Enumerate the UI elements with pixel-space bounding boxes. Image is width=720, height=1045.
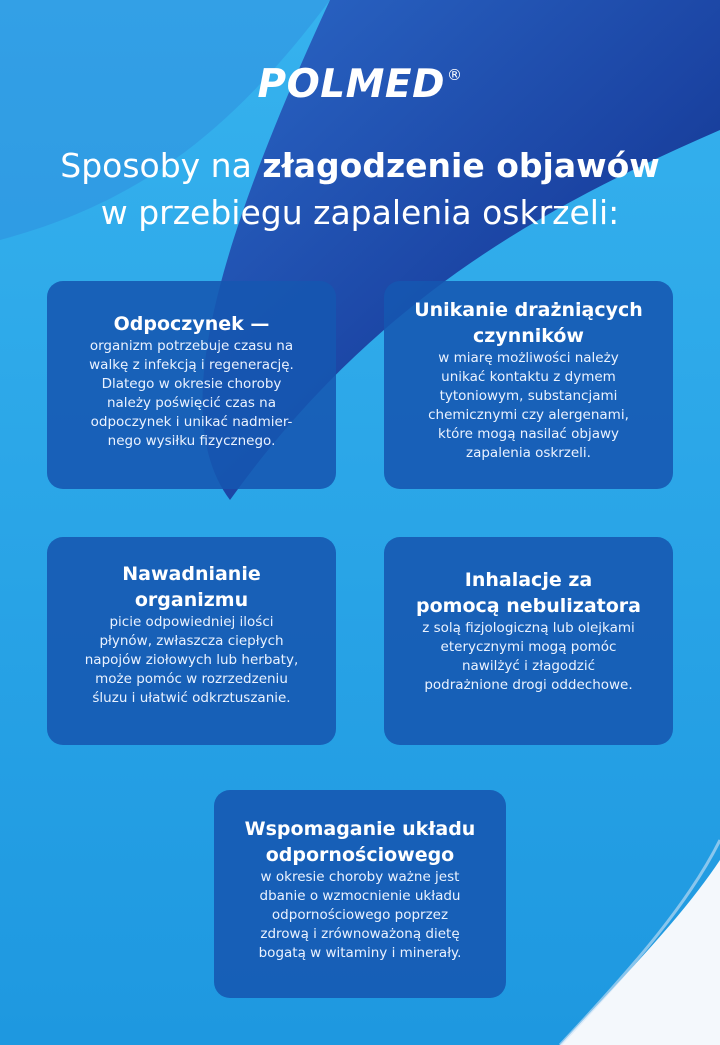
headline-line-1: Sposoby na złagodzenie objawów	[60, 146, 660, 185]
brand-logo	[0, 62, 720, 107]
registered-mark: ®	[446, 66, 463, 84]
card-text: w miarę możliwości należy unikać kontaktu z dymem tytoniowym, substancjami chemicznymi czy alergenami, które mogą nasilać objawy zapalenia oskrzeli.	[428, 350, 629, 461]
card-title: Odpoczynek —	[113, 313, 270, 335]
card-text: z solą fizjologiczną lub olejkami eterycznymi mogą pomóc nawilżyć i złagodzić podrażnione drogi oddechowe.	[422, 620, 635, 693]
headline-line-2: w przebiegu zapalenia oskrzeli:	[100, 193, 620, 232]
card-nebulizer	[384, 537, 673, 745]
card-title: Wspomaganie układu odpornościowego	[244, 818, 476, 866]
brand-name: POLMED	[257, 62, 445, 107]
headline-bold: złagodzenie objawów	[262, 146, 660, 185]
card-avoid-irritants	[384, 281, 673, 489]
card-title: Inhalacje za pomocą nebulizatora	[416, 569, 641, 617]
card-rest	[47, 281, 336, 489]
card-text: picie odpowiedniej ilości płynów, zwłaszcza ciepłych napojów ziołowych lub herbaty, może pomóc w rozrzedzeniu śluzu i ułatwić odkrztuszanie.	[84, 614, 299, 706]
page-headline	[0, 142, 720, 236]
card-text: w okresie choroby ważne jest dbanie o wzmocnienie układu odpornościowego poprzez zdrową i zrównoważoną dietę bogatą w witaminy i minerały.	[258, 869, 462, 961]
card-title: Unikanie drażniących czynników	[414, 299, 643, 347]
card-hydration	[47, 537, 336, 745]
card-text: organizm potrzebuje czasu na walkę z infekcją i regenerację. Dlatego w okresie choroby należy poświęcić czas na odpoczynek i unikać nadmier- nego wysiłku fizycznego.	[89, 338, 294, 449]
card-title: Nawadnianie organizmu	[122, 563, 261, 611]
card-immune-support	[214, 790, 506, 998]
